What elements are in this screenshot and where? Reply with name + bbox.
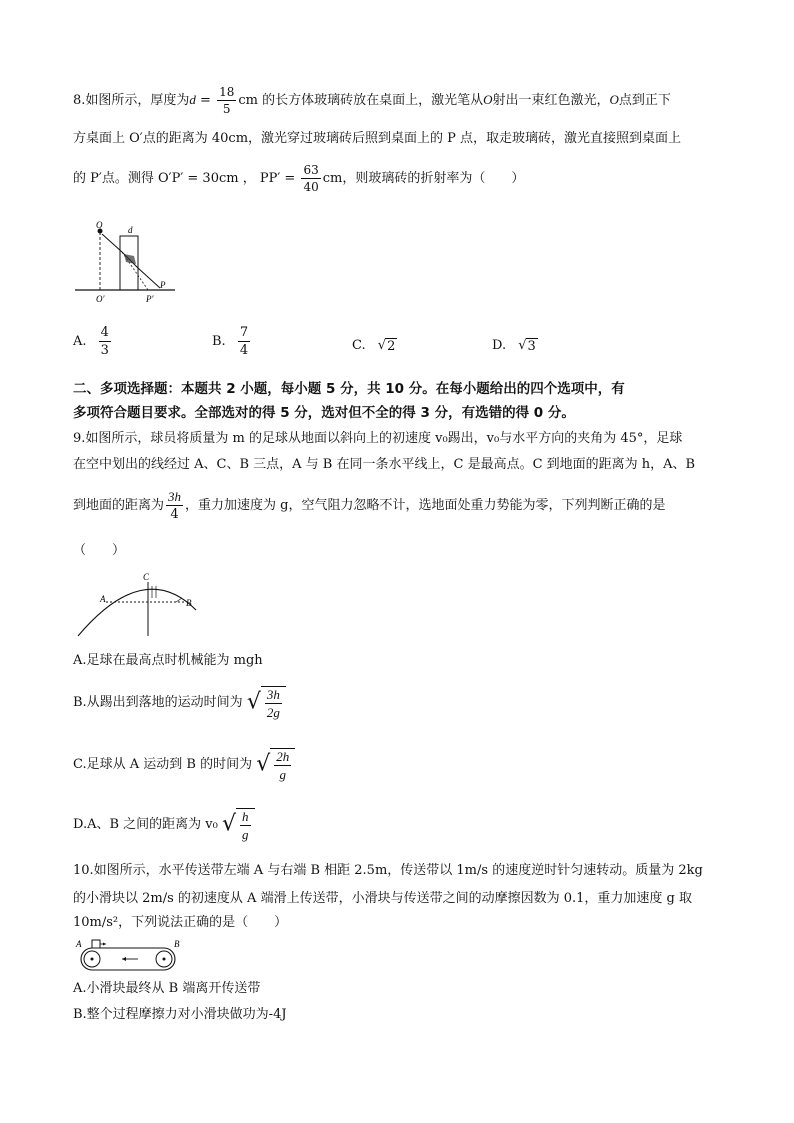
thickness-fraction: $\frac{18}{5}$ xyxy=(219,85,235,116)
q8-option-a[interactable]: A. $\frac{4}{3}$ xyxy=(73,325,109,358)
q10-line1: 10.如图所示，水平传送带左端 A 与右端 B 相距 2.5m，传送带以 1m/s 的速度逆时针匀速转动。质量为 2kg xyxy=(73,863,703,878)
q8-glass-brick-figure xyxy=(70,218,180,306)
fig-label-b: B xyxy=(186,598,192,608)
fig-label-c: C xyxy=(143,572,150,582)
q9-option-a[interactable]: A.足球在最高点时机械能为 mgh xyxy=(73,653,263,668)
section2-heading-line2: 多项符合题目要求。全部选对的得 5 分，选对但不全的得 3 分，有选错的得 0 分。 xyxy=(73,405,575,421)
fig-label-a: A xyxy=(76,939,82,949)
q10-conveyor-figure xyxy=(72,938,184,972)
section2-heading-line1: 二、多项选择题：本题共 2 小题，每小题 5 分，共 10 分。在每小题给出的四个选项中，有 xyxy=(73,381,625,397)
sqrt-symbol: √ xyxy=(518,338,527,353)
fig-label-a: A xyxy=(100,594,106,604)
q9-trajectory-figure xyxy=(72,570,204,642)
fig-label-p: P xyxy=(160,280,166,290)
sqrt-symbol: √ xyxy=(256,751,271,777)
q8-line3: 的 P′点。测得 O′P′ = 30cm ， PP′ = $\frac{63}{40}$ cm，则玻璃砖的折射率为（ ） xyxy=(73,163,525,194)
q9-option-d[interactable]: D.A、B 之间的距离为 v₀ √ $\frac{h}{g}$ xyxy=(73,808,255,841)
fig-label-b: B xyxy=(174,939,180,949)
q10-option-b[interactable]: B.整个过程摩擦力对小滑块做功为-4J xyxy=(73,1007,287,1022)
thickness-variable: d xyxy=(189,92,196,107)
fig-label-d: d xyxy=(128,225,133,235)
fig-label-o: O xyxy=(96,220,103,230)
sqrt-symbol: √ xyxy=(246,689,261,715)
ab-height-fraction: $\frac{3h}{4}$ xyxy=(168,489,182,522)
q9-option-b[interactable]: B.从踢出到落地的运动时间为 √ $\frac{3h}{2g}$ xyxy=(73,686,286,719)
q10-line2: 的小滑块以 2m/s 的初速度从 A 端滑上传送带，小滑块与传送带之间的动摩擦因数为 0.1，重力加速度 g 取 xyxy=(73,891,692,906)
q9-line2: 在空中划出的线经过 A、C、B 三点，A 与 B 在同一条水平线上，C 是最高点。C 到地面的距离为 h，A、B xyxy=(73,457,696,472)
fig-label-p-prime: P′ xyxy=(146,294,154,304)
q8-line2: 方桌面上 O′点的距离为 40cm，激光穿过玻璃砖后照到桌面上的 P 点，取走玻璃砖，激光直接照到桌面上 xyxy=(73,131,682,146)
q8-line1: 8.如图所示，厚度为d = $\frac{18}{5}$ cm 的长方体玻璃砖放在桌面上，激光笔从O射出一束红色激光，O点到正下 xyxy=(73,85,671,116)
q9-option-c[interactable]: C.足球从 A 运动到 B 的时间为 √ $\frac{2h}{g}$ xyxy=(73,748,295,781)
sqrt-symbol: √ xyxy=(377,338,387,353)
pp-fraction: $\frac{63}{40}$ xyxy=(303,163,319,194)
q9-line1: 9.如图所示，球员将质量为 m 的足球从地面以斜向上的初速度 v₀踢出，v₀与水平方向的夹角为 45°，足球 xyxy=(73,431,683,446)
q10-line3: 10m/s²，下列说法正确的是（ ） xyxy=(73,915,288,930)
fig-label-o-prime: O′ xyxy=(96,294,105,304)
q8-option-d[interactable]: D. √3 xyxy=(492,338,536,354)
q9-answer-paren: （ ） xyxy=(73,543,126,558)
q8-option-b[interactable]: B. $\frac{7}{4}$ xyxy=(212,325,249,358)
q10-option-a[interactable]: A.小滑块最终从 B 端离开传送带 xyxy=(73,981,261,996)
q9-line3: 到地面的距离为 $\frac{3h}{4}$ ，重力加速度为 g，空气阻力忽略不计，选地面处重力势能为零，下列判断正确的是 xyxy=(73,489,666,522)
q8-option-c[interactable]: C. √2 xyxy=(352,338,396,354)
sqrt-symbol: √ xyxy=(222,811,237,837)
